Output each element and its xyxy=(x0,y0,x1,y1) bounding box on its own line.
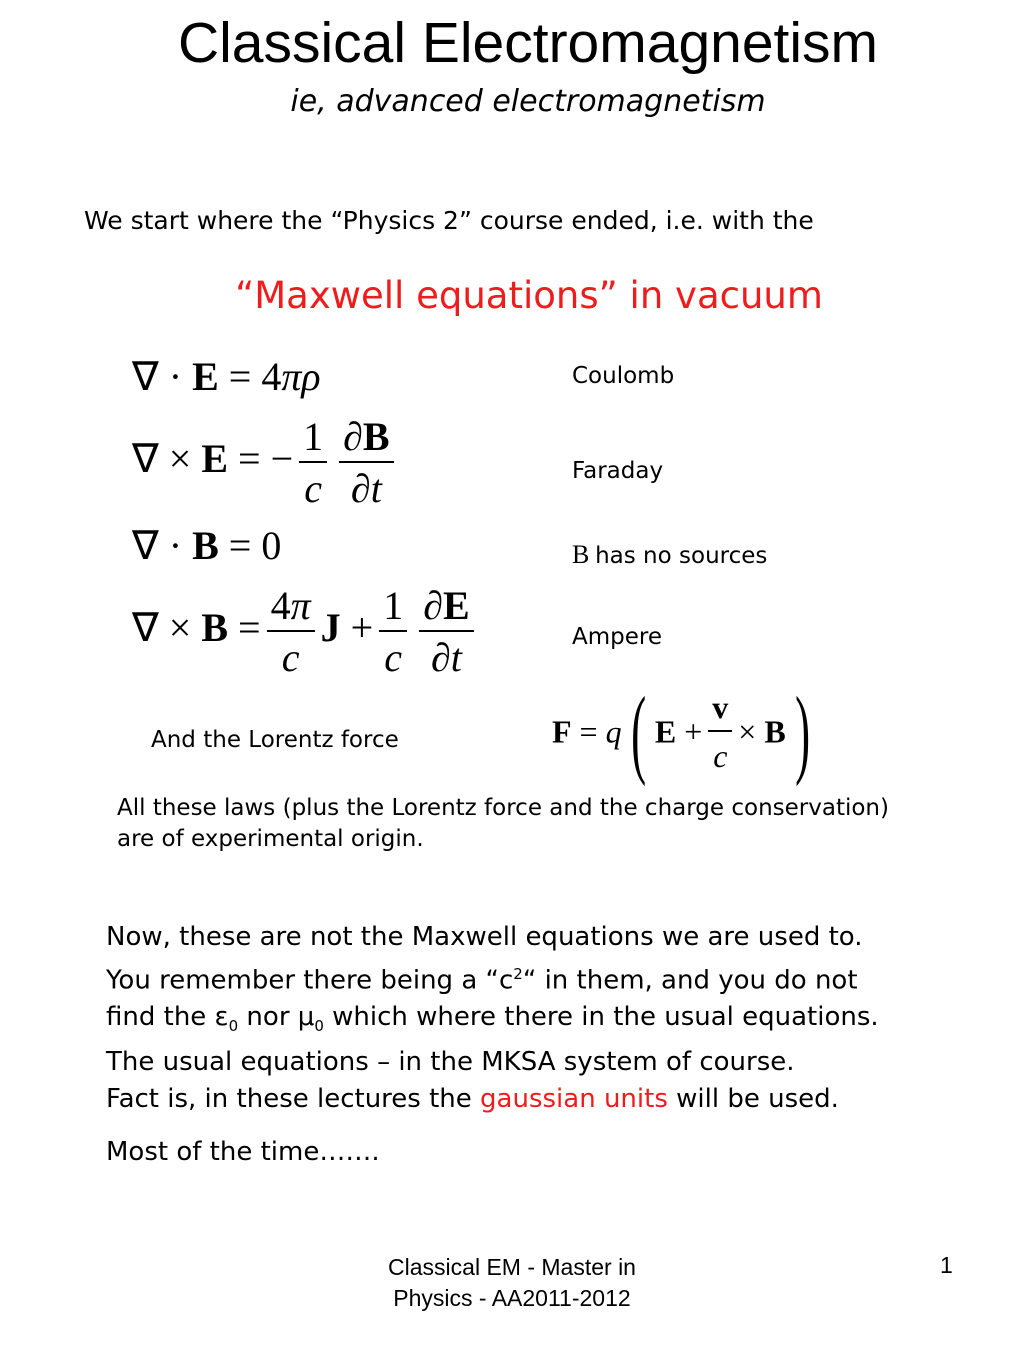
subscript-0: 0 xyxy=(314,1016,324,1035)
gaussian-units-highlight: gaussian units xyxy=(480,1083,668,1114)
footer-line1: Classical EM - Master in xyxy=(388,1254,636,1280)
body-line5: Fact is, in these lectures the gaussian units will be used. xyxy=(106,1083,839,1114)
superscript-2: 2 xyxy=(513,964,523,983)
body-paragraph xyxy=(106,919,879,1171)
footer xyxy=(352,1252,672,1314)
body-line3: find the $\varepsilon_0$ nor $\mu_0$ which where there in the usual equations. xyxy=(106,1001,879,1035)
page-subtitle: ie, advanced electromagnetism xyxy=(290,84,766,119)
label-ampere: Ampere xyxy=(572,624,662,650)
body-line2: You remember there being a “$c^2“$ in them, and you do not xyxy=(106,964,858,996)
page-title: Classical Electromagnetism xyxy=(177,11,879,75)
footer-line2: Physics - AA2011-2012 xyxy=(393,1285,631,1311)
intro-text: We start where the “Physics 2” course ended, i.e. with the xyxy=(84,206,814,235)
equation-ampere: ∇ × B = $\frac{4\pi}{c}$ J + $\frac{1}{c}$ $\frac{\partial E}{\partial t}$ xyxy=(132,586,480,678)
equation-coulomb: ∇ · E = 4πρ xyxy=(132,354,321,399)
body-line6: Most of the time……. xyxy=(106,1137,380,1168)
equation-div-b: ∇ · B = 0 xyxy=(132,523,282,568)
body-line1: Now, these are not the Maxwell equations we are used to. xyxy=(106,922,863,952)
page-number: 1 xyxy=(940,1252,953,1278)
lorentz-label: And the Lorentz force xyxy=(151,727,399,753)
experimental-note-line1: All these laws (plus the Lorentz force and the charge conservation) xyxy=(117,795,889,821)
label-faraday: Faraday xyxy=(572,458,664,484)
b-symbol: B xyxy=(572,540,590,569)
subscript-0: 0 xyxy=(228,1016,239,1035)
section-heading: “Maxwell equations” in vacuum xyxy=(235,274,823,317)
experimental-note xyxy=(117,793,889,855)
experimental-note-line2: are of experimental origin. xyxy=(117,826,424,852)
equation-faraday: ∇ × E = − $\frac{1}{c}$ $\frac{\partial B}{\partial t}$ xyxy=(132,417,400,509)
label-no-sources xyxy=(572,540,767,570)
equation-lorentz: F = q( E + $\frac{v}{c}$ × B) xyxy=(552,676,810,787)
body-line4: The usual equations – in the MKSA system of course. xyxy=(106,1047,795,1078)
label-coulomb: Coulomb xyxy=(572,363,675,389)
label-no-sources-text: has no sources xyxy=(595,543,768,569)
